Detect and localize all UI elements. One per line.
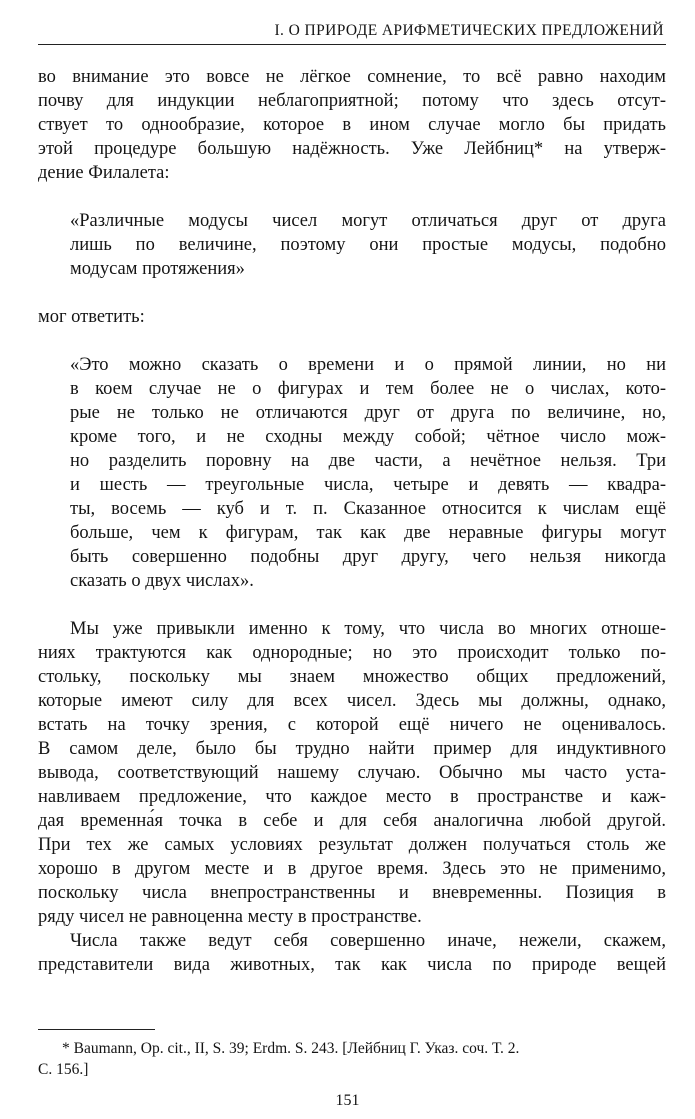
quote-line: модусам протяжения» <box>70 259 245 279</box>
text-line: дая временна́я точка в себе и для себя аналогична любой другой. <box>38 811 666 831</box>
text-line: представители вида животных, так как числа по природе вещей <box>38 955 666 975</box>
text-line: Числа также ведут себя совершенно иначе, нежели, скажем, <box>70 931 666 951</box>
paragraph-2 <box>38 305 666 329</box>
quote-line: быть совершенно подобны друг другу, чего нельзя никогда <box>70 547 666 567</box>
text-line: поскольку числа внепространственны и вневременны. Позиция в <box>38 883 666 903</box>
quote-line: «Различные модусы чисел могут отличаться друг от друга <box>70 211 666 231</box>
paragraph-4 <box>38 929 666 977</box>
text-line: встать на точку зрения, с которой ещё ничего не оценивалось. <box>38 715 666 735</box>
text-line: мог ответить: <box>38 307 145 327</box>
quote-line: но разделить поровну на две части, а нечётное нельзя. Три <box>70 451 666 471</box>
quote-line: рые не только не отличаются друг от друга по величине, но, <box>70 403 666 423</box>
text-line: этой процедуре большую надёжность. Уже Лейбниц* на утверж- <box>38 139 666 159</box>
footnote-rule <box>38 1029 155 1030</box>
text-line: стольку, поскольку мы знаем множество общих предложений, <box>38 667 666 687</box>
quote-line: кроме того, и не сходны между собой; чётное число мож- <box>70 427 666 447</box>
running-header: I. О ПРИРОДЕ АРИФМЕТИЧЕСКИХ ПРЕДЛОЖЕНИЙ <box>274 22 664 39</box>
text-line: во внимание это вовсе не лёгкое сомнение, то всё равно находим <box>38 67 666 87</box>
text-line: хорошо в другом месте и в другое время. Здесь это не применимо, <box>38 859 666 879</box>
quote-line: «Это можно сказать о времени и о прямой линии, но ни <box>70 355 666 375</box>
footnote-line: С. 156.] <box>38 1061 89 1078</box>
text-line: которые имеют силу для всех чисел. Здесь мы должны, однако, <box>38 691 666 711</box>
paragraph-1 <box>38 65 666 185</box>
text-line: почву для индукции неблагоприятной; потому что здесь отсут- <box>38 91 666 111</box>
text-line: дение Филалета: <box>38 163 170 183</box>
footnote <box>38 1038 666 1080</box>
text-line: ствует то однообразие, которое в ином случае могло бы придать <box>38 115 666 135</box>
page-number: 151 <box>335 1092 360 1109</box>
quote-line: в коем случае не о фигурах и тем более не о числах, кото- <box>70 379 666 399</box>
text-line: Мы уже привыкли именно к тому, что числа во многих отноше- <box>70 619 666 639</box>
quote-line: лишь по величине, поэтому они простые модусы, подобно <box>70 235 666 255</box>
footnote-line: * Baumann, Op. cit., II, S. 39; Erdm. S. 243. [Лейбниц Г. Указ. соч. Т. 2. <box>62 1040 520 1057</box>
quote-line: и шесть — треугольные числа, четыре и девять — квадра- <box>70 475 666 495</box>
header-rule <box>38 44 666 45</box>
text-line: ниях трактуются как однородные; но это происходит только по- <box>38 643 666 663</box>
quote-leibniz <box>70 353 666 593</box>
text-line: ряду чисел не равноценна месту в пространстве. <box>38 907 422 927</box>
text-line: При тех же самых условиях результат должен получаться столь же <box>38 835 666 855</box>
paragraph-3 <box>38 617 666 929</box>
quote-line: сказать о двух числах». <box>70 571 254 591</box>
quote-philalethes <box>70 209 666 281</box>
quote-line: ты, восемь — куб и т. п. Сказанное относится к числам ещё <box>70 499 666 519</box>
text-line: вывода, соответствующий нашему случаю. Обычно мы часто уста- <box>38 763 666 783</box>
quote-line: больше, чем к фигурам, так как две неравные фигуры могут <box>70 523 666 543</box>
text-line: навливаем предложение, что каждое место в пространстве и каж- <box>38 787 666 807</box>
text-line: В самом деле, было бы трудно найти пример для индуктивного <box>38 739 666 759</box>
main-text <box>38 65 666 977</box>
